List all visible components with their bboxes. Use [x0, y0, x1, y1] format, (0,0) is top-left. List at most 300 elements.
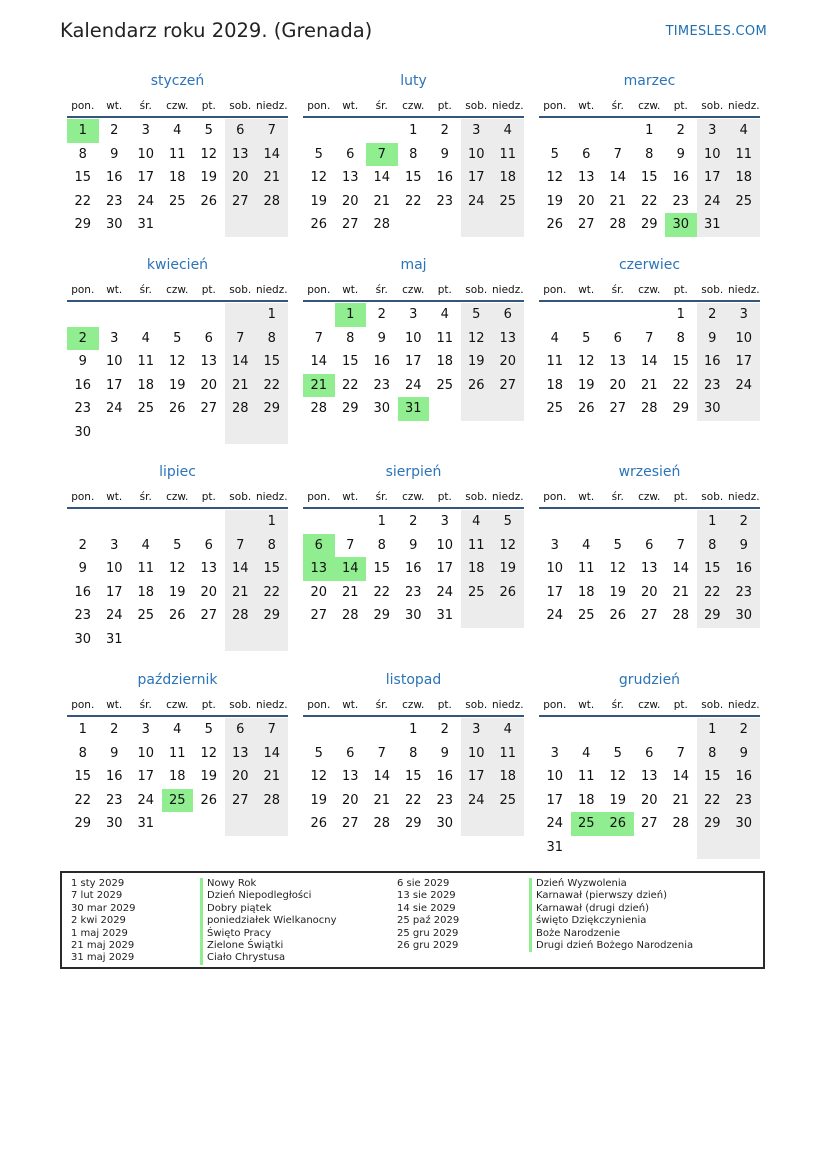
day-cell: 27: [577, 217, 595, 232]
day-cell: 4: [440, 307, 449, 322]
day-cell: 1: [409, 722, 418, 737]
week-row: [303, 718, 524, 742]
day-cell: 26: [546, 217, 564, 232]
day-cell: 5: [314, 745, 323, 761]
holiday-date: 31 maj 2029: [71, 952, 135, 964]
day-cell: 10: [137, 146, 155, 162]
day-cell: 18: [546, 377, 564, 393]
week-row: [539, 557, 760, 581]
day-cell: 19: [609, 792, 627, 808]
day-grid: [539, 119, 760, 237]
month-name: listopad: [385, 672, 442, 688]
weekend-day-cell: 20: [225, 765, 257, 789]
day-grid: [539, 718, 760, 859]
day-cell: 8: [346, 330, 355, 346]
weekend-day-cell: 23: [697, 374, 729, 398]
day-cell: 4: [173, 123, 182, 138]
empty-day-cell: [366, 718, 398, 742]
day-cell: 8: [409, 146, 418, 162]
empty-day-cell: [539, 510, 571, 534]
empty-day-cell: [162, 510, 194, 534]
weekend-day-cell: 30: [728, 812, 760, 836]
day-cell: 19: [609, 584, 627, 600]
weekday-label: pt.: [673, 284, 688, 296]
empty-day-cell: [303, 303, 335, 327]
day-cell: 29: [341, 401, 359, 416]
header-rule: [539, 300, 760, 302]
week-row: [303, 213, 524, 237]
week-row: [303, 397, 524, 421]
empty-day-cell: [193, 628, 225, 652]
day-cell: 7: [645, 330, 654, 346]
empty-day-cell: [366, 119, 398, 143]
weekend-day-cell: 21: [256, 166, 288, 190]
day-cell: 6: [346, 745, 355, 761]
empty-day-cell: [225, 303, 257, 327]
day-cell: 3: [110, 330, 119, 346]
weekend-day-cell: 29: [697, 812, 729, 836]
day-cell: 5: [613, 537, 622, 553]
day-cell: 19: [200, 769, 218, 784]
day-cell: 20: [200, 377, 218, 393]
empty-day-cell: [634, 510, 666, 534]
month-calendar: [303, 671, 524, 836]
weekend-day-cell: 7: [225, 327, 257, 351]
day-cell: 3: [550, 745, 559, 761]
day-cell: 1: [676, 307, 685, 322]
day-cell: 9: [110, 146, 119, 162]
week-row: [67, 143, 288, 167]
empty-day-cell: [225, 812, 257, 836]
empty-day-cell: [225, 213, 257, 237]
weekday-label: czw.: [638, 699, 661, 711]
day-cell: 3: [550, 537, 559, 553]
day-cell: 22: [640, 193, 658, 209]
day-cell: 5: [204, 722, 213, 737]
day-cell: 4: [582, 537, 591, 553]
holiday-date: 1 sty 2029: [71, 878, 125, 889]
weekday-label: wt.: [578, 491, 595, 503]
weekday-label: pon.: [307, 699, 331, 711]
day-grid: [303, 718, 524, 836]
day-cell: 25: [577, 608, 595, 623]
day-cell: 10: [436, 537, 454, 553]
empty-day-cell: [335, 510, 367, 534]
day-cell: 6: [204, 537, 213, 553]
weekend-day-cell: 9: [697, 327, 729, 351]
month-name: styczeń: [150, 73, 205, 89]
day-cell: 9: [110, 745, 119, 761]
weekday-label: pt.: [673, 699, 688, 711]
day-cell: 17: [546, 584, 564, 600]
holiday-name: Karnawał (drugi dzień): [529, 903, 693, 915]
weekend-day-cell: 17: [461, 765, 493, 789]
day-cell: 17: [105, 584, 123, 600]
week-row: [303, 510, 524, 534]
day-cell: 6: [346, 146, 355, 162]
weekday-label: pt.: [201, 100, 216, 112]
month-name: październik: [137, 672, 218, 688]
weekend-day-cell: 2: [697, 303, 729, 327]
empty-day-cell: [602, 119, 634, 143]
holiday-date: 2 kwi 2029: [71, 915, 126, 927]
week-row: [303, 581, 524, 605]
day-cell: 18: [137, 377, 155, 393]
header-rule: [539, 507, 760, 509]
day-cell: 25: [137, 608, 155, 623]
weekday-label: niedz.: [256, 491, 288, 503]
day-grid: [303, 119, 524, 237]
empty-day-cell: [539, 119, 571, 143]
day-cell: 8: [377, 537, 386, 553]
day-cell: 24: [105, 608, 123, 623]
day-cell: 21: [672, 792, 690, 808]
day-cell: 15: [640, 170, 658, 185]
weekday-label: niedz.: [492, 100, 524, 112]
day-cell: 2: [110, 123, 119, 138]
day-cell: 4: [173, 722, 182, 737]
weekday-label: pon.: [543, 491, 567, 503]
day-cell: 21: [609, 193, 627, 209]
empty-day-cell: [193, 421, 225, 445]
weekend-day-cell: 11: [461, 534, 493, 558]
weekend-day-cell: 22: [697, 789, 729, 813]
day-cell: 5: [550, 146, 559, 162]
empty-day-cell: [571, 119, 603, 143]
weekend-day-cell: 15: [697, 765, 729, 789]
week-row: [539, 742, 760, 766]
empty-day-cell: [225, 628, 257, 652]
empty-day-cell: [492, 604, 524, 628]
weekend-day-cell: 16: [728, 557, 760, 581]
weekend-day-cell: 14: [225, 557, 257, 581]
day-cell: 7: [676, 745, 685, 761]
weekend-day-cell: 27: [492, 374, 524, 398]
weekend-day-cell: 25: [728, 190, 760, 214]
day-cell: 26: [310, 217, 328, 232]
day-cell: 2: [440, 123, 449, 138]
day-cell: 30: [436, 816, 454, 831]
page-title: Kalendarz roku 2029. (Grenada): [60, 19, 373, 42]
day-cell: 5: [582, 330, 591, 346]
day-cell: 28: [609, 217, 627, 232]
weekend-day-cell: 24: [461, 789, 493, 813]
day-cell: 22: [341, 377, 359, 393]
weekday-label: pt.: [673, 100, 688, 112]
month-calendar: [303, 256, 524, 421]
empty-day-cell: [335, 119, 367, 143]
empty-day-cell: [162, 303, 194, 327]
week-row: [67, 374, 288, 398]
day-cell: 21: [373, 193, 391, 209]
empty-day-cell: [571, 836, 603, 860]
weekend-day-cell: 25: [461, 581, 493, 605]
day-cell: 16: [373, 354, 391, 369]
weekend-day-cell: 25: [492, 190, 524, 214]
weekend-day-cell: 7: [225, 534, 257, 558]
week-row: [539, 812, 760, 836]
weekend-day-cell: 13: [225, 742, 257, 766]
day-cell: 16: [74, 377, 92, 393]
weekend-day-cell: 4: [492, 718, 524, 742]
weekend-day-cell: 4: [728, 119, 760, 143]
weekday-label: czw.: [166, 284, 189, 296]
week-row: [539, 397, 760, 421]
empty-day-cell: [225, 510, 257, 534]
day-cell: 14: [373, 769, 391, 784]
month-calendar: [67, 671, 288, 836]
empty-day-cell: [130, 421, 162, 445]
day-cell: 12: [609, 561, 627, 576]
day-cell: 12: [577, 354, 595, 369]
day-cell: 24: [404, 377, 422, 393]
day-cell: 10: [546, 561, 564, 576]
day-cell: 16: [436, 769, 454, 784]
day-cell: 18: [436, 354, 454, 369]
week-row: [539, 534, 760, 558]
weekday-label: śr.: [375, 699, 388, 711]
week-row: [303, 789, 524, 813]
weekend-day-cell: 17: [728, 350, 760, 374]
weekend-day-cell: 16: [697, 350, 729, 374]
day-cell: 14: [609, 170, 627, 185]
empty-day-cell: [602, 303, 634, 327]
day-cell: 23: [74, 608, 92, 623]
weekday-label: śr.: [611, 699, 624, 711]
holiday-date: 6 sie 2029: [397, 878, 450, 889]
weekday-label: wt.: [578, 100, 595, 112]
day-cell: 15: [373, 561, 391, 576]
empty-day-cell: [539, 303, 571, 327]
day-cell: 2: [409, 514, 418, 529]
day-cell: 6: [645, 745, 654, 761]
day-cell: 20: [640, 584, 658, 600]
empty-day-cell: [193, 510, 225, 534]
holiday-name: Dzień Niepodległości: [200, 890, 337, 902]
day-cell: 5: [314, 146, 323, 162]
day-cell: 27: [640, 608, 658, 623]
weekday-label: sob.: [701, 491, 724, 503]
weekend-day-cell: 28: [256, 190, 288, 214]
day-cell: 1: [409, 123, 418, 138]
day-cell: 27: [200, 608, 218, 623]
weekday-label: czw.: [402, 491, 425, 503]
weekday-label: wt.: [342, 699, 359, 711]
weekday-label: pt.: [437, 100, 452, 112]
empty-day-cell: [303, 718, 335, 742]
day-cell: 31: [137, 816, 155, 831]
weekend-day-cell: 15: [697, 557, 729, 581]
weekday-label: czw.: [638, 100, 661, 112]
empty-day-cell: [162, 421, 194, 445]
weekend-day-cell: 30: [697, 397, 729, 421]
week-row: [539, 374, 760, 398]
empty-day-cell: [728, 836, 760, 860]
day-cell: 3: [440, 514, 449, 529]
day-cell: 7: [377, 745, 386, 761]
day-cell: 4: [550, 330, 559, 346]
day-cell: 26: [310, 816, 328, 831]
empty-day-cell: [193, 213, 225, 237]
week-row: [67, 742, 288, 766]
week-row: [67, 534, 288, 558]
day-cell: 25: [436, 377, 454, 393]
day-cell: 20: [609, 377, 627, 393]
day-cell: 15: [672, 354, 690, 369]
day-cell: 22: [74, 193, 92, 209]
day-cell: 5: [173, 330, 182, 346]
day-cell: 14: [373, 170, 391, 185]
empty-day-cell: [602, 718, 634, 742]
week-row: [539, 604, 760, 628]
day-cell: 2: [440, 722, 449, 737]
weekday-label: pon.: [543, 284, 567, 296]
weekend-day-cell: 26: [492, 581, 524, 605]
month-name: czerwiec: [618, 257, 681, 273]
holiday-date: 13 sie 2029: [397, 890, 456, 902]
day-cell: 2: [78, 537, 87, 553]
weekday-label: czw.: [402, 284, 425, 296]
week-row: [67, 812, 288, 836]
empty-day-cell: [571, 718, 603, 742]
day-cell: 8: [645, 146, 654, 162]
day-cell: 31: [546, 839, 564, 855]
header-rule: [303, 300, 524, 302]
day-cell: 11: [168, 146, 186, 162]
weekday-label: śr.: [611, 491, 624, 503]
day-cell: 14: [310, 354, 328, 369]
weekend-day-cell: 12: [492, 534, 524, 558]
empty-day-cell: [634, 836, 666, 860]
day-cell: 28: [640, 401, 658, 416]
day-cell: 12: [546, 170, 564, 185]
weekend-day-cell: 20: [492, 350, 524, 374]
weekend-day-cell: 27: [225, 789, 257, 813]
day-cell: 22: [672, 377, 690, 393]
empty-day-cell: [398, 213, 430, 237]
weekday-label: pon.: [543, 699, 567, 711]
weekend-day-cell: 10: [728, 327, 760, 351]
empty-day-cell: [728, 397, 760, 421]
holiday-dates-left: [71, 878, 136, 965]
weekday-header: [303, 282, 524, 298]
weekend-day-cell: 18: [461, 557, 493, 581]
holiday-name: Ciało Chrystusa: [200, 952, 337, 964]
day-cell: 26: [200, 193, 218, 209]
weekday-label: niedz.: [728, 284, 760, 296]
weekday-label: czw.: [166, 100, 189, 112]
month-name: kwiecień: [146, 257, 209, 273]
weekday-label: wt.: [578, 284, 595, 296]
weekday-label: niedz.: [728, 699, 760, 711]
weekend-day-cell: 18: [728, 166, 760, 190]
empty-day-cell: [634, 303, 666, 327]
weekend-day-cell: 29: [697, 604, 729, 628]
week-row: [303, 742, 524, 766]
day-cell: 24: [105, 401, 123, 416]
day-cell: 31: [105, 631, 123, 647]
week-row: [67, 190, 288, 214]
day-cell: 14: [672, 561, 690, 576]
day-cell: 25: [137, 401, 155, 416]
weekday-label: pon.: [307, 491, 331, 503]
weekday-label: pt.: [437, 491, 452, 503]
weekend-day-cell: 2: [728, 510, 760, 534]
day-cell: 13: [341, 170, 359, 185]
weekend-day-cell: 7: [256, 718, 288, 742]
day-cell: 29: [640, 217, 658, 232]
day-cell: 31: [436, 608, 454, 623]
weekend-day-cell: 26: [461, 374, 493, 398]
day-cell: 16: [404, 561, 422, 576]
day-grid: [303, 303, 524, 421]
holiday-day-cell: 6: [303, 534, 335, 558]
holiday-date: 7 lut 2029: [71, 890, 123, 902]
weekend-day-cell: 30: [728, 604, 760, 628]
weekday-label: sob.: [465, 491, 488, 503]
day-cell: 25: [546, 401, 564, 416]
holiday-date: 25 gru 2029: [397, 927, 459, 939]
weekend-day-cell: 16: [728, 765, 760, 789]
week-row: [303, 119, 524, 143]
week-row: [539, 789, 760, 813]
weekend-day-cell: 19: [461, 350, 493, 374]
weekday-label: śr.: [611, 284, 624, 296]
empty-day-cell: [571, 510, 603, 534]
day-cell: 15: [74, 769, 92, 784]
week-row: [67, 166, 288, 190]
day-cell: 14: [672, 769, 690, 784]
weekday-label: niedz.: [256, 699, 288, 711]
day-cell: 8: [78, 745, 87, 761]
day-cell: 24: [436, 584, 454, 600]
empty-day-cell: [99, 303, 131, 327]
holiday-name: Nowy Rok: [200, 878, 337, 890]
day-cell: 18: [577, 792, 595, 808]
day-cell: 13: [341, 769, 359, 784]
day-cell: 18: [137, 584, 155, 600]
weekend-day-cell: 10: [461, 742, 493, 766]
weekday-label: śr.: [139, 491, 152, 503]
day-cell: 23: [436, 193, 454, 209]
weekday-label: pt.: [201, 491, 216, 503]
day-cell: 17: [546, 792, 564, 808]
day-cell: 25: [168, 193, 186, 209]
week-row: [539, 836, 760, 860]
weekday-label: niedz.: [492, 284, 524, 296]
holiday-day-cell: 21: [303, 374, 335, 398]
weekend-day-cell: 6: [492, 303, 524, 327]
day-cell: 29: [74, 217, 92, 232]
empty-day-cell: [461, 397, 493, 421]
weekend-day-cell: 2: [728, 718, 760, 742]
day-cell: 11: [137, 561, 155, 576]
week-row: [67, 350, 288, 374]
day-cell: 19: [168, 584, 186, 600]
day-grid: [67, 510, 288, 651]
weekday-header: [539, 98, 760, 114]
weekday-label: śr.: [375, 284, 388, 296]
holiday-name: Drugi dzień Bożego Narodzenia: [529, 940, 693, 952]
day-cell: 8: [78, 146, 87, 162]
day-cell: 9: [676, 146, 685, 162]
day-cell: 26: [609, 608, 627, 623]
site-link[interactable]: TIMESLES.COM: [665, 24, 767, 39]
weekday-label: czw.: [166, 491, 189, 503]
day-cell: 29: [373, 608, 391, 623]
day-cell: 7: [314, 330, 323, 346]
holiday-date: 30 mar 2029: [71, 902, 136, 914]
